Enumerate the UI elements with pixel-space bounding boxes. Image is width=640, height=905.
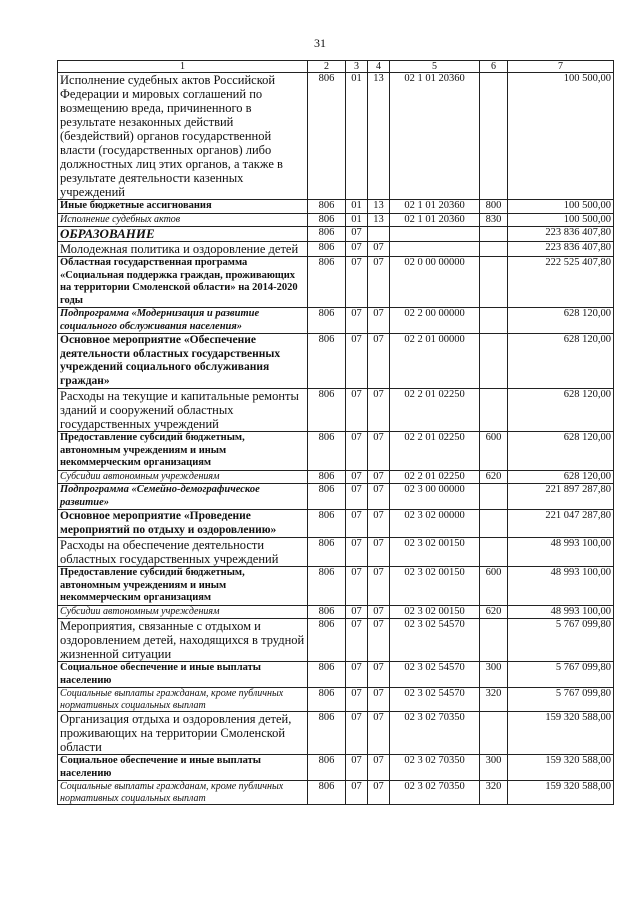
- expense-type-cell: [480, 538, 508, 567]
- department-code-cell: 806: [308, 334, 346, 389]
- section-code-cell: 01: [346, 213, 368, 227]
- table-row: [58, 308, 614, 334]
- column-header: 4: [368, 61, 390, 73]
- row-name-cell: Социальные выплаты гражданам, кроме публичных нормативных социальных выплат: [58, 781, 308, 805]
- row-name-cell: Предоставление субсидий бюджетным, автономным учреждениям и иным некоммерческим организациям: [58, 432, 308, 471]
- table-row: [58, 484, 614, 510]
- target-article-cell: 02 3 00 00000: [390, 484, 480, 510]
- section-code-cell: 07: [346, 470, 368, 484]
- table-row: [58, 227, 614, 242]
- section-code-cell: 07: [346, 432, 368, 471]
- amount-cell: 222 525 407,80: [508, 257, 614, 308]
- subsection-code-cell: 07: [368, 688, 390, 712]
- amount-cell: 628 120,00: [508, 308, 614, 334]
- row-name-cell: Основное мероприятие «Проведение мероприятий по отдыху и оздоровлению»: [58, 510, 308, 538]
- table-row: [58, 605, 614, 619]
- expense-type-cell: [480, 242, 508, 257]
- target-article-cell: 02 2 01 00000: [390, 334, 480, 389]
- section-code-cell: 07: [346, 755, 368, 781]
- amount-cell: 223 836 407,80: [508, 242, 614, 257]
- section-code-cell: 07: [346, 242, 368, 257]
- target-article-cell: 02 3 02 54570: [390, 619, 480, 662]
- row-name-cell: Подпрограмма «Семейно-демографическое развитие»: [58, 484, 308, 510]
- subsection-code-cell: 07: [368, 484, 390, 510]
- section-code-cell: 07: [346, 308, 368, 334]
- target-article-cell: 02 2 01 02250: [390, 389, 480, 432]
- department-code-cell: 806: [308, 73, 346, 200]
- department-code-cell: 806: [308, 213, 346, 227]
- amount-cell: 100 500,00: [508, 200, 614, 214]
- subsection-code-cell: 07: [368, 334, 390, 389]
- table-row: [58, 662, 614, 688]
- amount-cell: 628 120,00: [508, 432, 614, 471]
- subsection-code-cell: 07: [368, 432, 390, 471]
- expense-type-cell: 300: [480, 755, 508, 781]
- section-code-cell: 07: [346, 781, 368, 805]
- section-code-cell: 07: [346, 619, 368, 662]
- target-article-cell: [390, 242, 480, 257]
- amount-cell: 628 120,00: [508, 470, 614, 484]
- row-name-cell: Исполнение судебных актов Российской Федерации и мировых соглашений по возмещению вреда, причиненного в результате незаконных действий (бездействий) органов государственной власти (государственных органов) либо должностных лиц этих органов, а также в результате деятельности казенных учреждений: [58, 73, 308, 200]
- target-article-cell: 02 3 02 00000: [390, 510, 480, 538]
- row-name-cell: Расходы на обеспечение деятельности областных государственных учреждений: [58, 538, 308, 567]
- table-row: [58, 567, 614, 606]
- table-row: [58, 755, 614, 781]
- subsection-code-cell: 07: [368, 662, 390, 688]
- amount-cell: 100 500,00: [508, 213, 614, 227]
- expense-type-cell: [480, 510, 508, 538]
- section-code-cell: 07: [346, 688, 368, 712]
- amount-cell: 48 993 100,00: [508, 538, 614, 567]
- section-code-cell: 07: [346, 227, 368, 242]
- page-number: 31: [314, 36, 326, 50]
- section-code-cell: 07: [346, 567, 368, 606]
- section-code-cell: 01: [346, 200, 368, 214]
- section-code-cell: 07: [346, 712, 368, 755]
- expense-type-cell: [480, 389, 508, 432]
- column-header: 6: [480, 61, 508, 73]
- expense-type-cell: 620: [480, 470, 508, 484]
- row-name-cell: Молодежная политика и оздоровление детей: [58, 242, 308, 257]
- expense-type-cell: [480, 308, 508, 334]
- row-name-cell: Предоставление субсидий бюджетным, автономным учреждениям и иным некоммерческим организациям: [58, 567, 308, 606]
- table-row: [58, 538, 614, 567]
- table-row: [58, 619, 614, 662]
- target-article-cell: 02 1 01 20360: [390, 73, 480, 200]
- expense-type-cell: 300: [480, 662, 508, 688]
- target-article-cell: 02 3 02 54570: [390, 688, 480, 712]
- target-article-cell: 02 3 02 70350: [390, 781, 480, 805]
- target-article-cell: 02 2 01 02250: [390, 432, 480, 471]
- subsection-code-cell: 13: [368, 200, 390, 214]
- section-code-cell: 07: [346, 538, 368, 567]
- row-name-cell: Подпрограмма «Модернизация и развитие социального обслуживания населения»: [58, 308, 308, 334]
- expense-type-cell: [480, 257, 508, 308]
- department-code-cell: 806: [308, 755, 346, 781]
- subsection-code-cell: 07: [368, 538, 390, 567]
- target-article-cell: 02 3 02 70350: [390, 755, 480, 781]
- subsection-code-cell: 13: [368, 213, 390, 227]
- expense-type-cell: 830: [480, 213, 508, 227]
- target-article-cell: 02 1 01 20360: [390, 213, 480, 227]
- row-name-cell: ОБРАЗОВАНИЕ: [58, 227, 308, 242]
- amount-cell: 159 320 588,00: [508, 755, 614, 781]
- expense-type-cell: 620: [480, 605, 508, 619]
- budget-table: [57, 60, 614, 805]
- row-name-cell: Основное мероприятие «Обеспечение деятельности областных государственных учреждений социального обслуживания граждан»: [58, 334, 308, 389]
- subsection-code-cell: [368, 227, 390, 242]
- table-row: [58, 200, 614, 214]
- amount-cell: 5 767 099,80: [508, 688, 614, 712]
- expense-type-cell: [480, 334, 508, 389]
- expense-type-cell: [480, 73, 508, 200]
- department-code-cell: 806: [308, 242, 346, 257]
- target-article-cell: 02 0 00 00000: [390, 257, 480, 308]
- amount-cell: 48 993 100,00: [508, 605, 614, 619]
- target-article-cell: 02 3 02 00150: [390, 567, 480, 606]
- table-row: [58, 470, 614, 484]
- subsection-code-cell: 07: [368, 242, 390, 257]
- department-code-cell: 806: [308, 389, 346, 432]
- department-code-cell: 806: [308, 510, 346, 538]
- section-code-cell: 07: [346, 484, 368, 510]
- table-row: [58, 213, 614, 227]
- subsection-code-cell: 07: [368, 605, 390, 619]
- section-code-cell: 07: [346, 257, 368, 308]
- column-header: 3: [346, 61, 368, 73]
- expense-type-cell: 320: [480, 781, 508, 805]
- table-header-row: [58, 61, 614, 73]
- target-article-cell: [390, 227, 480, 242]
- column-header: 1: [58, 61, 308, 73]
- expense-type-cell: [480, 619, 508, 662]
- amount-cell: 221 047 287,80: [508, 510, 614, 538]
- table-row: [58, 510, 614, 538]
- department-code-cell: 806: [308, 662, 346, 688]
- row-name-cell: Субсидии автономным учреждениям: [58, 470, 308, 484]
- target-article-cell: 02 3 02 70350: [390, 712, 480, 755]
- department-code-cell: 806: [308, 484, 346, 510]
- column-header: 5: [390, 61, 480, 73]
- expense-type-cell: 320: [480, 688, 508, 712]
- amount-cell: 223 836 407,80: [508, 227, 614, 242]
- row-name-cell: Расходы на текущие и капитальные ремонты зданий и сооружений областных государственных учреждений: [58, 389, 308, 432]
- subsection-code-cell: 13: [368, 73, 390, 200]
- row-name-cell: Мероприятия, связанные с отдыхом и оздоровлением детей, находящихся в трудной жизненной ситуации: [58, 619, 308, 662]
- expense-type-cell: 600: [480, 567, 508, 606]
- amount-cell: 628 120,00: [508, 389, 614, 432]
- department-code-cell: 806: [308, 712, 346, 755]
- department-code-cell: 806: [308, 200, 346, 214]
- expense-type-cell: [480, 227, 508, 242]
- column-header: 2: [308, 61, 346, 73]
- row-name-cell: Иные бюджетные ассигнования: [58, 200, 308, 214]
- expense-type-cell: [480, 712, 508, 755]
- section-code-cell: 07: [346, 510, 368, 538]
- table-row: [58, 242, 614, 257]
- amount-cell: 48 993 100,00: [508, 567, 614, 606]
- target-article-cell: 02 1 01 20360: [390, 200, 480, 214]
- table-row: [58, 712, 614, 755]
- department-code-cell: 806: [308, 567, 346, 606]
- department-code-cell: 806: [308, 605, 346, 619]
- table-row: [58, 73, 614, 200]
- row-name-cell: Социальные выплаты гражданам, кроме публичных нормативных социальных выплат: [58, 688, 308, 712]
- table-row: [58, 432, 614, 471]
- department-code-cell: 806: [308, 308, 346, 334]
- target-article-cell: 02 3 02 54570: [390, 662, 480, 688]
- column-header: 7: [508, 61, 614, 73]
- subsection-code-cell: 07: [368, 712, 390, 755]
- expense-type-cell: 600: [480, 432, 508, 471]
- section-code-cell: 07: [346, 389, 368, 432]
- target-article-cell: 02 2 01 02250: [390, 470, 480, 484]
- target-article-cell: 02 3 02 00150: [390, 538, 480, 567]
- department-code-cell: 806: [308, 227, 346, 242]
- subsection-code-cell: 07: [368, 567, 390, 606]
- subsection-code-cell: 07: [368, 470, 390, 484]
- expense-type-cell: 800: [480, 200, 508, 214]
- table-body: [58, 73, 614, 805]
- department-code-cell: 806: [308, 257, 346, 308]
- amount-cell: 159 320 588,00: [508, 712, 614, 755]
- table-row: [58, 688, 614, 712]
- subsection-code-cell: 07: [368, 257, 390, 308]
- department-code-cell: 806: [308, 619, 346, 662]
- department-code-cell: 806: [308, 432, 346, 471]
- amount-cell: 159 320 588,00: [508, 781, 614, 805]
- expense-type-cell: [480, 484, 508, 510]
- section-code-cell: 07: [346, 662, 368, 688]
- section-code-cell: 07: [346, 334, 368, 389]
- row-name-cell: Исполнение судебных актов: [58, 213, 308, 227]
- amount-cell: 5 767 099,80: [508, 662, 614, 688]
- section-code-cell: 01: [346, 73, 368, 200]
- row-name-cell: Социальное обеспечение и иные выплаты населению: [58, 662, 308, 688]
- subsection-code-cell: 07: [368, 619, 390, 662]
- table-row: [58, 389, 614, 432]
- amount-cell: 628 120,00: [508, 334, 614, 389]
- target-article-cell: 02 3 02 00150: [390, 605, 480, 619]
- subsection-code-cell: 07: [368, 308, 390, 334]
- subsection-code-cell: 07: [368, 510, 390, 538]
- target-article-cell: 02 2 00 00000: [390, 308, 480, 334]
- row-name-cell: Организация отдыха и оздоровления детей, проживающих на территории Смоленской области: [58, 712, 308, 755]
- section-code-cell: 07: [346, 605, 368, 619]
- amount-cell: 100 500,00: [508, 73, 614, 200]
- row-name-cell: Социальное обеспечение и иные выплаты населению: [58, 755, 308, 781]
- subsection-code-cell: 07: [368, 755, 390, 781]
- table-row: [58, 781, 614, 805]
- row-name-cell: Областная государственная программа «Социальная поддержка граждан, проживающих на территории Смоленской области» на 2014-2020 годы: [58, 257, 308, 308]
- subsection-code-cell: 07: [368, 781, 390, 805]
- amount-cell: 5 767 099,80: [508, 619, 614, 662]
- amount-cell: 221 897 287,80: [508, 484, 614, 510]
- table-row: [58, 334, 614, 389]
- row-name-cell: Субсидии автономным учреждениям: [58, 605, 308, 619]
- table-row: [58, 257, 614, 308]
- department-code-cell: 806: [308, 538, 346, 567]
- department-code-cell: 806: [308, 781, 346, 805]
- subsection-code-cell: 07: [368, 389, 390, 432]
- department-code-cell: 806: [308, 688, 346, 712]
- department-code-cell: 806: [308, 470, 346, 484]
